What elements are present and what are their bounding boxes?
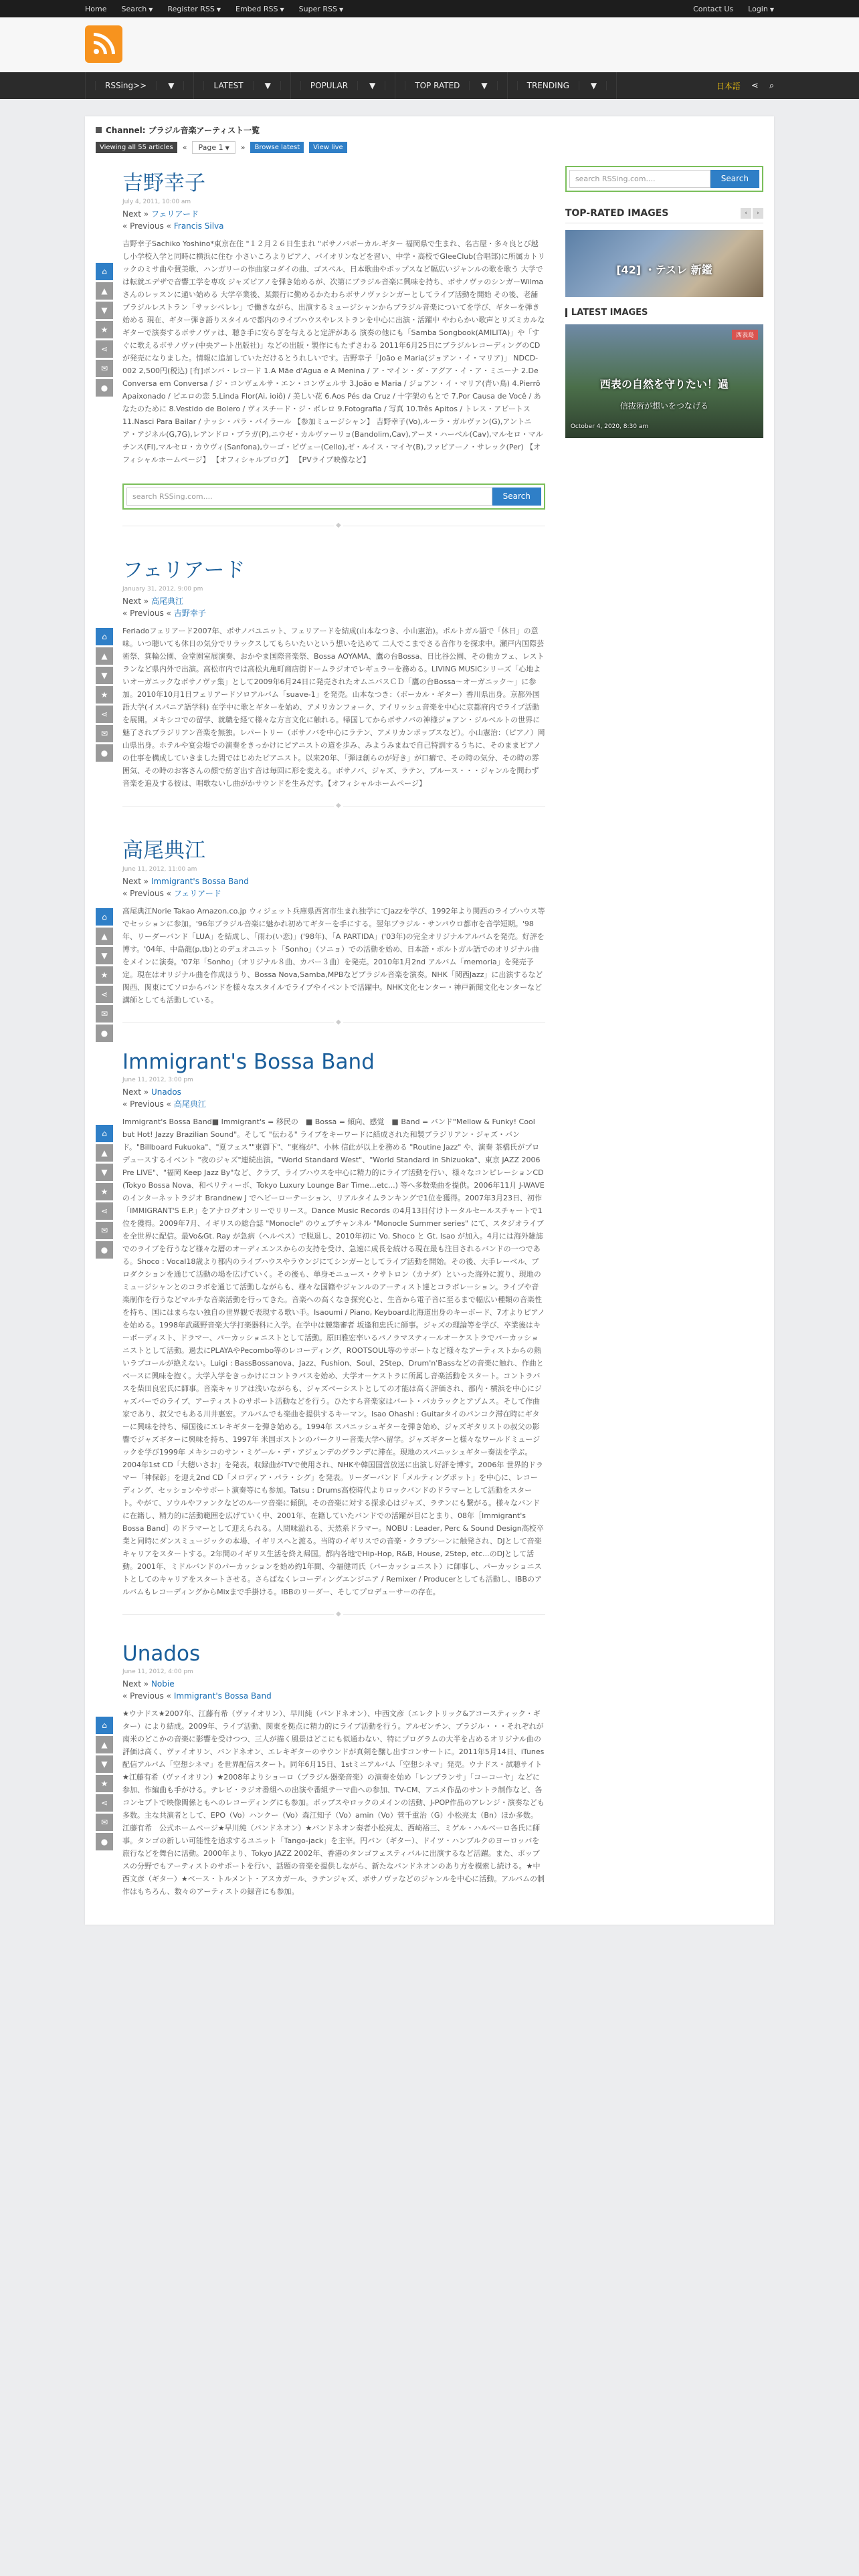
nav-latest[interactable]: LATEST ▼: [194, 72, 290, 99]
chevron-down-icon: ▼: [472, 81, 497, 90]
article-title[interactable]: Immigrant's Bossa Band: [122, 1050, 375, 1074]
login-link[interactable]: Login ▼: [748, 4, 774, 13]
share-bar: [96, 1125, 113, 1259]
share-icon[interactable]: ⋖: [751, 80, 759, 91]
chevron-down-icon: ▼: [339, 6, 344, 13]
article-date: June 11, 2012, 4:00 pm: [122, 1669, 193, 1675]
nav-popular[interactable]: POPULAR ▼: [291, 72, 395, 99]
thumbs-up-icon[interactable]: ▲: [96, 1144, 113, 1162]
home-icon[interactable]: ⌂: [96, 908, 113, 926]
thumbs-up-icon[interactable]: ▲: [96, 647, 113, 665]
image-caption: 西表の自然を守りたい！過: [599, 378, 729, 391]
thumbs-up-icon[interactable]: ▲: [96, 1736, 113, 1753]
thumbs-down-icon[interactable]: ▼: [96, 667, 113, 684]
next-article: Next » Nobie: [122, 1679, 175, 1689]
share-icon[interactable]: ⋖: [96, 986, 113, 1003]
previous-article: « Previous « 吉野幸子: [122, 609, 206, 618]
user-icon[interactable]: ●: [96, 1833, 113, 1850]
search-button[interactable]: Search: [492, 488, 541, 506]
search-input[interactable]: search RSSing.com....: [569, 170, 710, 188]
inline-search: [122, 484, 545, 510]
next-article-link[interactable]: Nobie: [151, 1679, 175, 1689]
comment-icon[interactable]: ✉: [96, 725, 113, 742]
channel-icon: [96, 127, 102, 133]
comment-icon[interactable]: ✉: [96, 1222, 113, 1239]
top-menu-register[interactable]: Register RSS ▼: [167, 4, 221, 13]
content-container: [85, 116, 774, 1925]
browse-latest-button[interactable]: Browse latest: [250, 142, 304, 153]
article-body: ★ウナドス★2007年、江藤有希（ヴァイオリン）、早川純（バンドネオン）、中西文彦（エレクトリック&アコースティック・ギター）により結成。2009年、ライブ活動、関東を拠点に精力的にライブ活動を行う。アルゼンチン、ブラジル・・・それぞれが南米のどこかの音楽に影響を受けつつ、三人が描く風景はどこにも似通わない、特にプログラムの大半を占めるオリジナル曲の評価は高く、ヴァイオリン、バンドネオン、エレキギターのサウンドが真剣を醸し出すコンサートに。2011年5月14日、iTunes配信アルバム「空想シネマ」を世界配信スタート。同年6月15日、1stミニアルバム「空想シネマ」発売。ウナドス・試聴サイト★江藤有希（ヴァイオリン）★2008年よりショーロ（ブラジル器楽音楽）の演奏を始め「レンブランサ」「コーコーヤ」などに参加、作編曲も手がける。テレビ・ラジオ番組への出演や番組テーマ曲への参加、TV-CM、アニメ作品のサントラ制作など、各コンセプトで映像関係ともへのレコーディングにも参加。ポップスやロックのメインの活動、J-POP作品のアレンジ・演奏なども多数。主な共演者として、EPO（Vo）ハンクー（Vo）森江知子（Vo）amin（Vo）菅千重治（G）小松亮太（Bn）ほか多数。江藤有希 公式ホームページ★早川純（バンドネオン）★バンドネオン奏者小松亮太、西崎裕三、ミゲル・ハルベーロ各氏に師事。タンゴの新しい可能性を追求するユニット「Tango-jack」を主宰。円バン（ギター）、ドイツ・ハンブルクのヨーロッパを旅行などを舞台に活動。2000年より、Tokyo JAZZ 2002年、香港のタンゴフェスティバルに出演するなど活躍。また、ポップスの分野でもアーティストのサポートを行い、話題の音楽を提供しながら、新たなバンドネオンのあり方を模索し続ける。★中西文彦（ギター）★ベース・トルメント・アスカガール、ラテンジャズ、ボサノヴァなどのジャンルを中心に活動。アルバムの制作はもちろん、数々のアーティストの録音にも参加。: [122, 1709, 545, 1896]
article: [100, 541, 545, 790]
chevron-down-icon: ▼: [149, 6, 153, 13]
article-title[interactable]: 吉野幸子: [122, 171, 205, 195]
latest-images-header: LATEST IMAGES: [565, 308, 763, 318]
article-title[interactable]: 高尾典江: [122, 839, 205, 863]
home-icon[interactable]: ⌂: [96, 1125, 113, 1142]
share-bar: [96, 908, 113, 1042]
nav-top-rated[interactable]: TOP RATED ▼: [395, 72, 507, 99]
star-icon[interactable]: ★: [96, 1775, 113, 1792]
article-title[interactable]: Unados: [122, 1642, 201, 1666]
star-icon[interactable]: ★: [96, 966, 113, 984]
previous-article-link[interactable]: Immigrant's Bossa Band: [173, 1691, 272, 1701]
thumbs-down-icon[interactable]: ▼: [96, 947, 113, 964]
prev-page-icon[interactable]: «: [182, 143, 187, 152]
share-bar: [96, 1717, 113, 1850]
thumbs-up-icon[interactable]: ▲: [96, 928, 113, 945]
chevron-down-icon: ▼: [769, 6, 774, 13]
share-icon[interactable]: ⋖: [96, 340, 113, 358]
next-article: Next » 高尾典江: [122, 597, 183, 606]
top-menu-search[interactable]: Search ▼: [121, 4, 153, 13]
top-rated-header: TOP-RATED IMAGES ‹ ›: [565, 208, 763, 223]
previous-article: « Previous « Immigrant's Bossa Band: [122, 1691, 272, 1701]
previous-article-link[interactable]: Francis Silva: [173, 221, 224, 231]
nav-trending[interactable]: TRENDING ▼: [508, 72, 617, 99]
sidebar-search: [565, 166, 763, 192]
share-icon[interactable]: ⋖: [96, 1202, 113, 1220]
share-icon[interactable]: ⋖: [96, 1794, 113, 1812]
chevron-down-icon: ▼: [159, 81, 184, 90]
image-caption: [42] ・テスレ 新鑑: [616, 263, 712, 276]
thumbs-up-icon[interactable]: ▲: [96, 282, 113, 300]
channel-bar: [85, 116, 774, 154]
home-icon[interactable]: ⌂: [96, 628, 113, 645]
latest-image[interactable]: [565, 324, 763, 438]
next-article-link[interactable]: Immigrant's Bossa Band: [151, 877, 249, 886]
share-bar: [96, 628, 113, 762]
comment-icon[interactable]: ✉: [96, 1814, 113, 1831]
image-badge: 西表島: [732, 330, 758, 340]
image-date: October 4, 2020, 8:30 am: [570, 423, 649, 430]
contact-link[interactable]: Contact Us: [693, 4, 734, 13]
next-article-link[interactable]: フェリアード: [151, 209, 199, 219]
channel-controls: [96, 141, 763, 154]
previous-article-link[interactable]: フェリアード: [173, 889, 221, 898]
comment-icon[interactable]: ✉: [96, 1005, 113, 1023]
article-date: June 11, 2012, 3:00 pm: [122, 1077, 193, 1083]
article-body: 高尾典江Norie Takao Amazon.co.jp ウィジェット兵庫県西宮市生まれ独学にてJazzを学び、1992年より関西のライブハウス等でセッションに参加。'96年ブラジル音楽に魅かれ初めてギターを手にする。翌年ブラジル・サンパウロ都市を音学短期。'98年、リーダーバンド「LUA」を結成し、「雨わ(い恋)」('98年)、「A PARTIDA」('03年)の完全オリジナルアルバムを発売。好評を博す。'04年、中島龍(p,tb)とのデュオユニット「Sonho」（ソニョ）での活動を始め、日本語・ポルトガル語でのオリジナル曲をメインに演奏。'07年「Sonho」（オリジナル８曲、カバー３曲）を発売。2010年1月2nd アルバム「memoria」を発売予定。現在はオリジナル曲を作成ほうり、Bossa Nova,Samba,MPBなどブラジル音楽を演奏。NHK「関西Jazz」に出演するなど関西、関東にてソロからバンドを様々なスタイルでライブやイベントで活躍中。NHK文化センター・神戸新聞文化センターなど講師としても活動している。: [122, 907, 545, 1004]
user-icon[interactable]: ●: [96, 1025, 113, 1042]
sidebar: [565, 154, 763, 1898]
top-menu-super[interactable]: Super RSS ▼: [298, 4, 344, 13]
language-switch[interactable]: 日本語: [716, 81, 741, 91]
thumbs-down-icon[interactable]: ▼: [96, 1164, 113, 1181]
article-body: Immigrant's Bossa Band■ Immigrant's = 移民の ■ Bossa = 傾向、感覚 ■ Band = バンド"Mellow & Funky! Cool but Hot! Jazzy Brazilian Sound"。そして "伝わる" ライブをキーワードに結成された和製ブラジリアン・ジャズ・バンド。"Billboard Fukuoka"、"夏フェス""東御下"、"東梅が"、小林 信此が以上を務める "Routine Jazz" や、演奏 茶橋氏がプロデュースするイベント "夜のジャズ"連続出演。"World Standard West"、"World Standard in Shizuoka"、東京 JAZZ 2006 Pre LIVE"、"福岡 Keep Jazz By"など、クラブ、ライブハウスを中心に精力的にライブ活動を行い、様々なコンピレーションCD (Tokyo Bossa Nova、和ペリティーボ、Tokyo Luxury Lounge Bar Time…etc...) 等へ多数楽曲を提供。2006年11月 J-WAVE のインターネットラジオ Brandnew J でヘビーローテーション、リアルタイムランキングで1位を獲得。2007年3月23日、初作「IMMIGRANT'S E.P.」をアナログオンリーでリリース。Dance Music Records の4月13日付けトータルセールスチャートで1位を獲得。2009年7月、イギリスの総合誌 "Monocle" のウェブチャンネル "Monocle Summer series" にて、スタジオライブを全世界に配信。最Vo&Gt. Ray が急病（ヘルペス）で脱退し、2010年初に Vo. Shoco と Gt. Isao が加入。4月には海外雑誌でのライブを行うなど様々な層のオーディエンスからの支持を受け、急速に成長を続ける現在最も注目されるバンドの一つである。Shoco : Vocal18歳より都内のライブハウスやラウンジにてシンガーとしてライブ活動を開始。その後、大手レーベル、プロダクションを通じて活動の場を広げていく。その後も、単身モニュース・クサトロン（カナダ）といった海外に渡り、現地のミュージシャンとのコラボを通じて活動しながらも、様々な国籍やジャンルのアーティスト達とコラボレーション。ライブや音楽制作を行うなどマルチな音楽活動を行ってきた。音楽への高くなき探究心と、生音から電子音に至るまで幅広い種類の音楽性を持ち、国にはまらない独自の世界観で表現する歌い手。Isaoumi / Piano, Keyboard北海道出身のキーボード、7才よりピアノを始める。1998年武蔵野音楽大学打楽器科に入学。在学中は競築審者 坂逢和忠氏に師事。ジャズの理論等を学び、卒業後はキーボーディスト、ドラマー、パーカッショニストとして活動。原田雅宏率いるパノラマスティールオーケストラでパーカッショニストとして活動。過去にPLAYAやPecombo等のレコーディング、ROOTSOUL等のサポートなど様々なアーティストからの熱いラブコールが絶えない。Luigi : BassBossanova、Jazz、Fushion、Soul、2Step、Drum'n'Bassなどの音楽に触れ、作曲とベースに興味を抱く。大学入学をきっかけにコントラバスを始め、大学オーケストラに所属し音楽活動をスタート。コントラバスを柴田良宏氏に師事。音楽キャリアは浅いながらも、ジャズベーシストとしての才能は高く評価され、都内・横浜を中心にジャズバーでのライブ、アーティストのサポート活動などを行う。ひたすら音楽家はバート・パカラックとアゾムス。そして作曲家であり、叔父でもある川井惠宏。アルバムでも楽曲を提供するキーマン。Isao Ohashi : Guitarタイのパンコク滞在時にギターに興味を持ち、帰国後にエレキギターを弾き始める。1994年 スパニッシュギターを弾き始め、ジャズギタリストの叔父の影響でジャズギターに興味を持ち、1997年 米国ボストンのバークリー音楽大学へ留学。ジャズギターと様々なワールドミュージックを学び1999年 メキシコのサン・ミゲール・デ・アジェンデのグランデに滞在。現地のスパニッシュギター奏法を学ぶ。2004年1st CD「大穂いさお」を発表。収録曲がTVで使用され、NHKや韓国国営放送に出演し好評を博す。2006年 世界的ドラマー「神保彰」を迎え2nd CD「メロディア・パラ・シグ」を発表。リーダーバンド「メルティングポット」を中心に、レコーディング、セッションやサポート演奏等にも参加。Tatsu : Drums高校時代よりロックバンドのドラマーとして活動をスタート。やがて、ソウルやファンクなどのルーツ音楽に傾倒。その音楽に対する探求心はジャズ、ラテンにも繋がる。様々なバンドに在籍し、精力的に活動範囲を広げていく中、2001年、在籍していたバンドでの活躍が目にとまり、08年［Immigrant's Bossa Band］のドラマーとして迎えられる。人間味溢れる、天然系ドラマー。NOBU : Leader, Perc & Sound Design高校卒業と同時にダンスミュージックの本場、イギリスへと渡る。当時のイギリスでの音楽・クラブシーンに触発され、DJとして音楽キャリアをスタートする。2年間のイギリス生活を終え帰国。都内各地でHip-Hop, R&B, House, 2Step, etc...のDJとして活動。2001年、ミドルバンドのパーカッションを始め約1年間、今福健司氏（パーカッショニスト）に師事し、パーカッショニストとしてのキャリアをスタートさせる。さらばなくレコーディングエンジニア / Remixer / Producerとしても活動し、IBBのアルバムもレコーディングからMixまで手掛ける。IBBのリーダー、そしてプロデューサーの存在。: [122, 1117, 545, 1596]
top-menu-home[interactable]: Home: [85, 4, 107, 13]
next-article-link[interactable]: 高尾典江: [151, 597, 183, 606]
chevron-down-icon: ▼: [256, 81, 281, 90]
thumbs-down-icon[interactable]: ▼: [96, 1755, 113, 1773]
thumbs-down-icon[interactable]: ▼: [96, 302, 113, 319]
star-icon[interactable]: ★: [96, 686, 113, 704]
next-article-link[interactable]: Unados: [151, 1087, 181, 1097]
star-icon[interactable]: ★: [96, 321, 113, 338]
channel-title: Channel: ブラジル音楽アーティスト一覧: [96, 124, 763, 136]
article-list: [96, 154, 545, 1898]
article: [100, 821, 545, 1038]
article: [100, 154, 545, 466]
search-input[interactable]: search RSSing.com....: [126, 488, 492, 506]
user-icon[interactable]: ●: [96, 744, 113, 762]
rss-logo-icon[interactable]: [85, 25, 122, 63]
user-icon[interactable]: ●: [96, 1241, 113, 1259]
chevron-down-icon: ▼: [225, 145, 229, 151]
chevron-left-icon[interactable]: ‹: [741, 208, 751, 219]
top-rated-image[interactable]: [565, 230, 763, 297]
divider: ◆: [122, 806, 545, 807]
chevron-down-icon: ▼: [581, 81, 607, 90]
nav-rssing[interactable]: RSSing>> ▼: [85, 72, 194, 99]
article-date: January 31, 2012, 9:00 pm: [122, 586, 203, 593]
user-icon[interactable]: ●: [96, 379, 113, 397]
header: [0, 17, 859, 72]
previous-article: « Previous « Francis Silva: [122, 221, 224, 231]
main-nav: [0, 72, 859, 99]
previous-article: « Previous « 高尾典江: [122, 1099, 206, 1109]
previous-article: « Previous « フェリアード: [122, 889, 221, 898]
next-page-icon[interactable]: »: [240, 143, 246, 152]
top-bar: [0, 0, 859, 17]
article: [100, 1038, 545, 1598]
share-bar: [96, 263, 113, 397]
top-menu-right: [693, 5, 774, 13]
top-menu-embed[interactable]: Embed RSS ▼: [235, 4, 284, 13]
article-date: June 11, 2012, 11:00 am: [122, 866, 197, 873]
search-icon[interactable]: ⌕: [769, 80, 774, 91]
page-select[interactable]: Page 1 ▼: [192, 141, 235, 154]
chevron-down-icon: ▼: [216, 6, 221, 13]
top-menu: [85, 5, 343, 13]
next-article: Next » Unados: [122, 1087, 181, 1097]
home-icon[interactable]: ⌂: [96, 263, 113, 280]
article-date: July 4, 2011, 10:00 am: [122, 199, 191, 205]
divider: ◆: [122, 1614, 545, 1615]
star-icon[interactable]: ★: [96, 1183, 113, 1200]
article: [100, 1630, 545, 1898]
chevron-down-icon: ▼: [360, 81, 385, 90]
chevron-right-icon[interactable]: ›: [753, 208, 763, 219]
article-body: 吉野幸子Sachiko Yoshino*東京在住 "１２月２６日生まれ "ボサノバボーカル.ギター 福岡県で生まれ、名古屋・多々良とび越し小学校入学と同時に横浜に住む 小さいころよりピアノ、バイオリンなどを習い、中学・高校でGleeClub(合唱部)に所属カトリックのミサ曲や賛美歌、ハンガリーの作曲家コダイの曲、ゴスペル、日本歌曲やポップスなど幅広いジャンルの歌を歌う 大学では転就エデザで音響工学を専攻 ジャズピアノを弾き始めるが、次第にブラジル音楽に興味を持ち、ボサノヴァのシンガーWilmaさんのレッスンに通い始める 大学卒業後、某銀行に勤めるかたわらボサノヴァシンガーとしてライブ活動を開始 その後、老舗ブラジルレストラン「サッシペレレ」で働きながら、出演するミュージシャンからブラジル音楽についてを学び、ギターを弾き始める 現在、ギター弾き語りスタイルで都内のライブハウスやレストランを中心に出演・活躍中 やわらかい歌声とリズミカルなギターで演奏するボサノヴァは、聴き手に安らぎを与えると定評がある 演奏の他にも「Samba Songbook(AMILITA)」や「すぐに歌えるボサノヴァ(中央アート出版社)」などの出版・製作にもたずさわる 2011年6月25日にブラジルレコーディングのCDが発売になりました。情報に追加していただけるとうれしいです。吉野幸子「João e Maria(ジョアン・イ・マリア)」 NDCD-002 2,500円(税込) [有]ボンバ・レコード 1.A Mãe d'Agua e A Menina / ア・マイン・ダ・アグア・イ・ア・ミニーナ 2.De Conversa em Conversa / ジ・コンヴェルサ・エン・コンヴェルサ 3.João e Maria / ジョアン・イ・マリア(青い鳥) 4.Pierrô Apaixonado / ピエロの恋 5.Linda Flor(Ai, ioiô) / 美しい花 6.Aos Pés da Cruz / 十字架のもとで 7.Por Causa de Você / あなたのために 8.Vestido de Bolero / ヴィスチード・ジ・ボレロ 9.Fotografia / 写真 10.Três Apitos / トレス・アピートス 11.Nasci Para Bailar / ナッシ・パラ・バイラール 【参加ミュージシャン】 吉野幸子(Vo),ルーラ・ガルヴァン(G),アントニア・アジネル(G,7G),レアンドロ・ブラガ(P),ニウゼ・カルヴァーリョ(Bandolim,Cav),アーヌ・ハーベル(Cav),マルセロ・マルチンス(Fl),マルセロ・カウヴィ(Sanfona),ウーゴ・ピヴェー(Cello),ゼ・ルイス・マイヤ(B),ファビアーノ・サレック(Per) 【オフィシャルホームページ】 【オフィシャルブログ】 【PVライブ映像など】: [122, 239, 545, 464]
previous-article-link[interactable]: 吉野幸子: [173, 609, 206, 618]
home-icon[interactable]: ⌂: [96, 1717, 113, 1734]
article-title[interactable]: フェリアード: [122, 558, 246, 582]
comment-icon[interactable]: ✉: [96, 360, 113, 377]
image-subcaption: 信抜術が想いをつなげる: [619, 401, 708, 411]
next-article: Next » フェリアード: [122, 209, 199, 219]
view-all-button[interactable]: Viewing all 55 articles: [96, 142, 177, 153]
chevron-down-icon: ▼: [280, 6, 284, 13]
previous-article-link[interactable]: 高尾典江: [173, 1099, 206, 1109]
share-icon[interactable]: ⋖: [96, 706, 113, 723]
next-article: Next » Immigrant's Bossa Band: [122, 877, 249, 886]
search-button[interactable]: Search: [710, 170, 759, 188]
article-body: Feriadoフェリアード2007年、ボサノバユニット、フェリアードを結成(山本なつき、小山憲治)。ポルトガル語で「休日」の意味。いつ聴いても休日の気分でリラックスしてもらいたいという想いを込めて 二人でこまでさる音作りを探求中。瀬戸内国際芸術祭、箕輪公園、金堂園室展演奏、おかやま国際音楽祭、Bossa AOYAMA、鷹の台Bossa、日比谷公園、その他カフェ、レストランなど県内外で出演。高松市内では高松丸亀町商店街ドームラジオでレギュラーを務める。LIVING MUSICシリーズ「心地よいオーガニックなボサノヴァ集」として2009年6月24日に発売されたオムニバスＣＤ「鷹の台Bossa～オーガニック～」に参加。2010年10月1日フェリアードソロアルバム「suave-1」を発売。山本なつき：（ボーカル・ギター）香川県出身。京都外国語大学(イスパニア語学科) 在学中に歌とギターを始め、アメリカンフォーク、アイリッシュ音楽を中心に京都府内でライブ活動を展開。メキシコでの留学、就職を経て様々な方言文化に触れる。帰国してからボサノバの神様ジョアン・ジルベルトの世界に魅了されブラジリアン音楽を無独。レパートリー（ボサノバを中心にラテン、アメリカンポップスなど）。小山憲治：（ピアノ）岡山県出身。ホテルや宴会場での演奏をきっかけにピアニストの道を歩み、みようみまねで自己特訓するうちに、そのままピアノの仕事を構成していきました間ではじめたピアニスト。以来20年、「弾ほ創らのが好き」が口癖で、その時の気分、その時の雰囲気、その時のお客さんの顔で紡ぎ出す音は毎回に形を変える。ボサノバ、ジャズ、ラテン、ブルース・・・ジャンルを問わず音楽を追及する彼は、唱歌ないし曲がかサウンドを生みだす。【オフィシャルホームページ】: [122, 627, 545, 788]
view-live-button[interactable]: View live: [309, 142, 347, 153]
